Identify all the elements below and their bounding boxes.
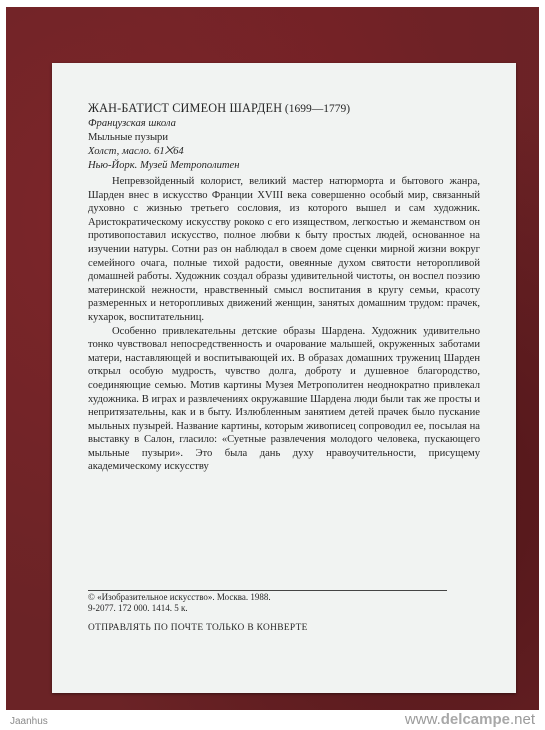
background-frame <box>6 7 539 710</box>
site-watermark <box>405 711 535 728</box>
seller-watermark: Jaanhus <box>10 716 48 727</box>
artwork-location: Нью-Йорк. Музей Метрополитен <box>88 160 240 171</box>
artwork-medium: Холст, масло. 61⨉64 <box>88 146 184 157</box>
art-school: Французская школа <box>88 118 176 129</box>
paragraph-2: Особенно привлекательны детские образы Шардена. Художник удивительно тонко чувствовал непосредственность и очарование малышей, окруженных заботами матери, наставляющей и воспитывающей их. В образах домашних тружениц Шарден открыл особую мудрость, чувство долга, доброту и душевное благородство, соединяющие семью. Мотив картины Музея Метрополитен неоднократно привлекал художника. В играх и развлечениях окружавшие Шардена люди были так же просты и непритязательны, как и в быту. Излюбленным занятием детей прачек было пускание мыльных пузырей. Название картины, которым живописец сопроводил ее, посылая на выставку в Салон, гласило: «Суетные развлечения молодого человека, пускающего мыльные пузыри». Это была дань духу нравоучительности, присущему академическому искусству <box>88 325 480 473</box>
artwork-title: Мыльные пузыри <box>88 132 169 143</box>
author-line <box>88 101 498 117</box>
paragraph-1: Непревзойденный колорист, великий мастер натюрморта и бытового жанра, Шарден внес в искусство Франции XVIII века совершенно особый мир, связанный духовно с жизнью третьего сословия, из которого вышел и сам художник. Аристократическому искусству рококо с его изяществом, легкостью и жеманством он противопоставил искусство, полное любви к быту простых людей, основанное на изучении натуры. Сотни раз он наблюдал в своем доме сценки мирной жизни вокруг семейного очага, полные тихой радости, овеянные духом святости неторопливой домашней работы. Художник создал образы удивительной чистоты, он воспел поэзию материнской нежности, нравственный смысл воспитания в кругу семьи, красоту размеренных и неторопливых движений женщин, занятых домашним трудом: прачек, кухарок, воспитательниц. <box>88 176 480 323</box>
description-text <box>88 175 480 474</box>
print-info-line: 9-2077. 172 000. 1414. 5 к. <box>88 602 188 613</box>
mailing-notice: ОТПРАВЛЯТЬ ПО ПОЧТЕ ТОЛЬКО В КОНВЕРТЕ <box>88 623 308 633</box>
artwork-header <box>88 101 498 173</box>
footer-divider <box>88 590 447 591</box>
author-years: (1699—1779) <box>284 103 351 115</box>
site-watermark-brand: delcampe <box>440 711 510 728</box>
site-watermark-prefix: www. <box>404 711 441 728</box>
copyright-line: © «Изобразительное искусство». Москва. 1988. <box>88 592 271 602</box>
author-name: ЖАН-БАТИСТ СИМЕОН ШАРДЕН <box>88 101 283 115</box>
site-watermark-suffix: .net <box>509 711 535 728</box>
postcard-back <box>52 63 516 693</box>
publisher-footer <box>88 592 488 634</box>
